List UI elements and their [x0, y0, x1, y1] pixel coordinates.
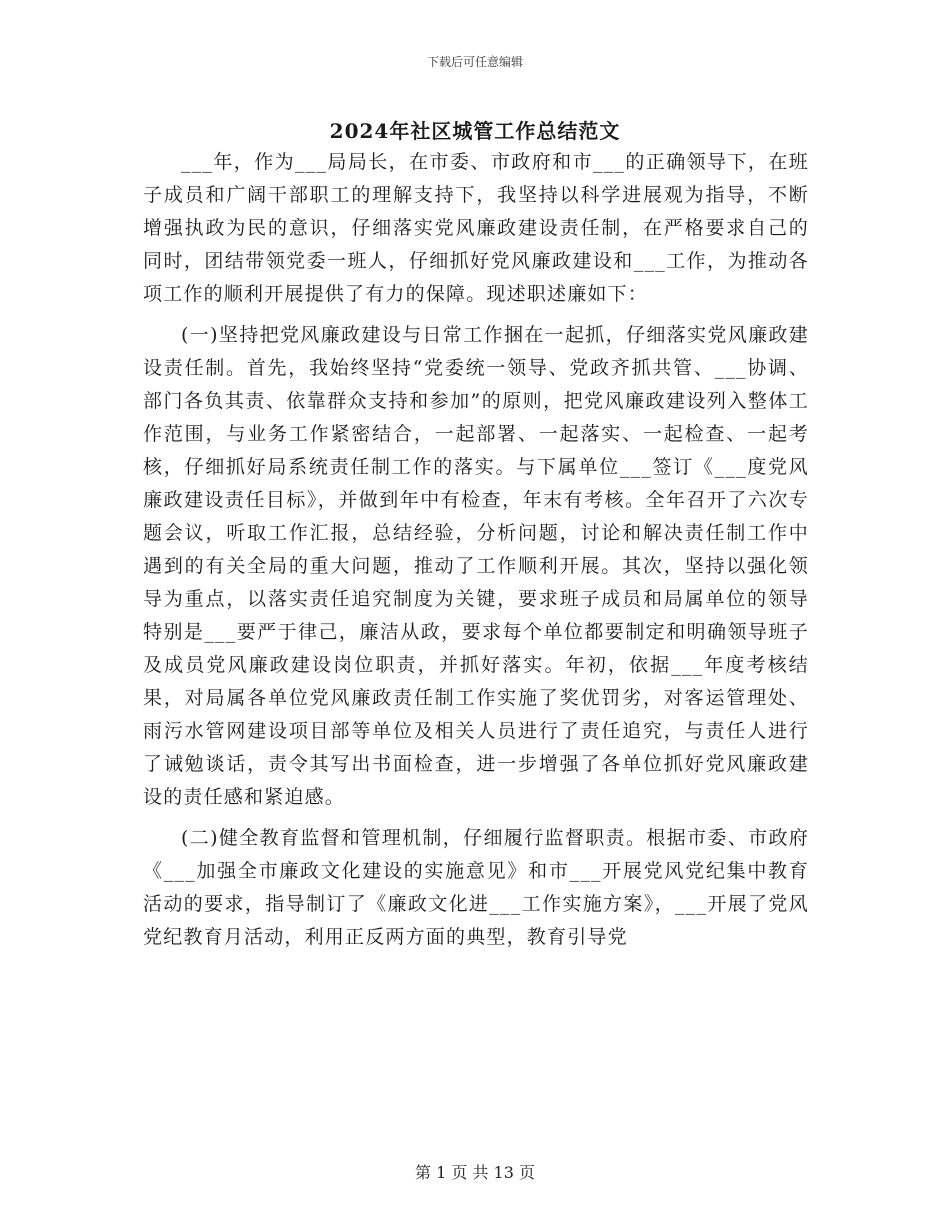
document-body — [143, 146, 809, 954]
paragraph-section-1: (一)坚持把党风廉政建设与日常工作捆在一起抓，仔细落实党风廉政建设责任制。首先，我始终坚持“党委统一领导、党政齐抓共管、___协调、部门各负其责、依靠群众支持和参加”的原则，把党风廉政建设列入整体工作范围，与业务工作紧密结合，一起部署、一起落实、一起检查、一起考核，仔细抓好局系统责任制工作的落实。与下属单位___签订《___度党风廉政建设责任目标》，并做到年中有检查，年末有考核。全年召开了六次专题会议，听取工作汇报，总结经验，分析问题，讨论和解决责任制工作中遇到的有关全局的重大问题，推动了工作顺利开展。其次，坚持以强化领导为重点，以落实责任追究制度为关键，要求班子成员和局属单位的领导特别是___要严于律己，廉洁从政，要求每个单位都要制定和明确领导班子及成员党风廉政建设岗位职责，并抓好落实。年初，依据___年度考核结果，对局属各单位党风廉政责任制工作实施了奖优罚劣，对客运管理处、雨污水管网建设项目部等单位及相关人员进行了责任追究，与责任人进行了诫勉谈话，责令其写出书面检查，进一步增强了各单位抓好党风廉政建设的责任感和紧迫感。 — [143, 324, 809, 808]
paragraph-intro: ___年，作为___局局长，在市委、市政府和市___的正确领导下，在班子成员和广阔干部职工的理解支持下，我坚持以科学进展观为指导，不断增强执政为民的意识，仔细落实党风廉政建设责任制，在严格要求自己的同时，团结带领党委一班人，仔细抓好党风廉政建设和___工作，为推动各项工作的顺利开展提供了有力的保障。现述职述廉如下： — [143, 151, 809, 305]
page-number: 第 1 页 共 13 页 — [415, 1163, 535, 1182]
page-header-note: 下载后可任意编辑 — [426, 55, 523, 69]
document-title: 2024年社区城管工作总结范文 — [329, 119, 621, 143]
paragraph-section-2: (二)健全教育监督和管理机制，仔细履行监督职责。根据市委、市政府《___加强全市廉政文化建设的实施意见》和市___开展党风党纪集中教育活动的要求，指导制订了《廉政文化进___工作实施方案》，___开展了党风党纪教育月活动，利用正反两方面的典型，教育引导党 — [143, 827, 809, 948]
